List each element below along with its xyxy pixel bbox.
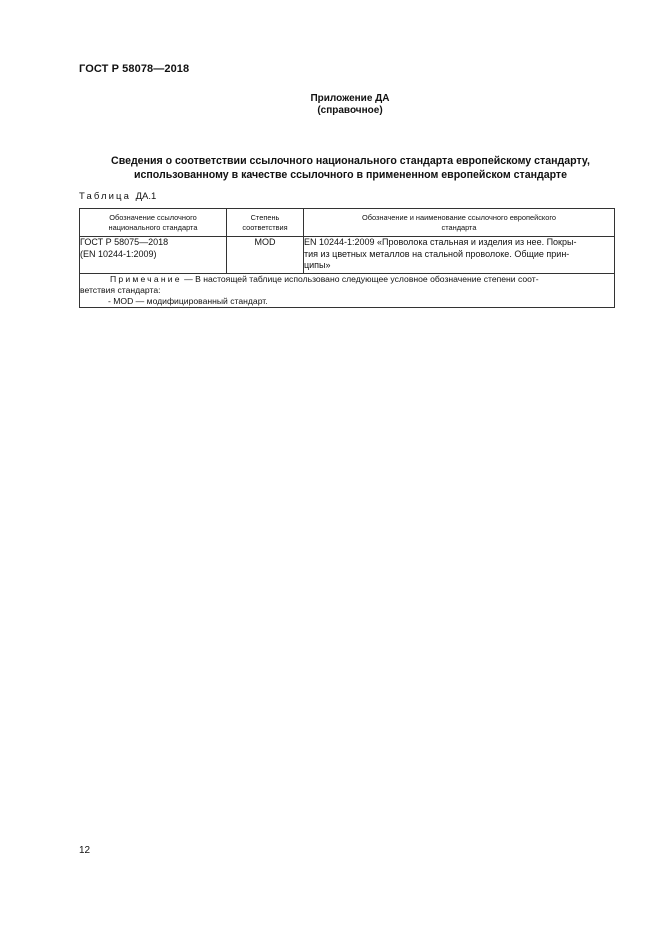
section-title-line-1: Сведения о соответствии ссылочного национального стандарта европейскому стандарту, [111,155,590,167]
header-national-standard: Обозначение ссылочного национального стандарта [80,209,227,237]
table-caption-word: Таблица [79,191,131,202]
cell-degree: MOD [227,237,304,274]
table-header-row [80,209,615,237]
table-note [80,274,615,308]
correspondence-table [79,208,615,308]
note-text-line-3: - MOD — модифицированный стандарт. [108,296,268,306]
cell-european-standard: EN 10244-1:2009 «Проволока стальная и изделия из нее. Покры- тия из цветных металлов на стальной проволоке. Общие прин- ципы» [304,237,615,274]
section-title-line-2: использованному в качестве ссылочного в примененном европейском стандарте [133,169,568,181]
document-code: ГОСТ Р 58078—2018 [79,63,190,75]
table-caption [79,191,156,202]
table-row [80,237,615,274]
header-european-standard: Обозначение и наименование ссылочного европейского стандарта [304,209,615,237]
header-degree: Степень соответствия [227,209,304,237]
note-label: Примечание [110,274,182,284]
cell-national-standard: ГОСТ Р 58075—2018 (EN 10244-1:2009) [80,237,227,274]
note-text-line-2: ветствия стандарта: [80,285,161,295]
page-number: 12 [79,845,91,856]
appendix-heading [280,93,420,117]
note-text-line-1: — В настоящей таблице использовано следующее условное обозначение степени соот- [184,274,539,284]
table-caption-number: ДА.1 [135,191,157,202]
appendix-title: Приложение ДА [310,93,390,104]
table-note-row [80,274,615,308]
section-title [60,154,641,182]
appendix-subtitle: (справочное) [317,105,383,116]
